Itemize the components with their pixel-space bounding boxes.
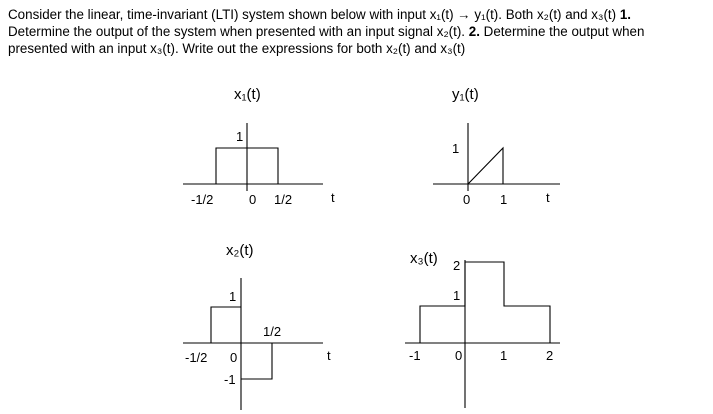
x3-staircase <box>420 262 550 343</box>
plot-x3 <box>405 250 560 408</box>
x3-tick-two: 2 <box>546 348 554 363</box>
x3-tick-neg-one: -1 <box>409 348 421 363</box>
x2-positive-pulse <box>211 307 241 343</box>
y1-amplitude-label: 1 <box>452 141 460 156</box>
x2-negative-pulse <box>241 343 272 379</box>
x3-amplitude-one-label: 1 <box>453 288 461 303</box>
question-number-1: 1. <box>619 7 631 22</box>
y1-axis-label: t <box>546 190 550 205</box>
plot-y1 <box>433 86 560 207</box>
x1-amplitude-label: 1 <box>236 129 244 144</box>
question-number-2: 2. <box>468 24 480 39</box>
problem-line-3: presented with an input x₃(t). Write out the expressions for both x₂(t) and x₃(t) <box>8 41 466 56</box>
x1-title: x₁(t) <box>234 86 261 103</box>
x2-title: x₂(t) <box>226 242 254 259</box>
x2-half-label: 1/2 <box>263 324 282 339</box>
x1-axis-label: t <box>331 190 335 205</box>
x1-tick-zero: 0 <box>249 192 257 207</box>
problem-line-2: Determine the output of the system when presented with an input signal x₂(t). <box>8 24 466 39</box>
x2-tick-zero: 0 <box>230 350 238 365</box>
x1-tick-half: 1/2 <box>274 192 293 207</box>
x1-tick-neg-half: -1/2 <box>191 192 214 207</box>
x3-amplitude-two-label: 2 <box>453 258 461 273</box>
y1-tick-zero: 0 <box>463 192 471 207</box>
x3-title: x₃(t) <box>410 250 438 267</box>
y1-ramp <box>468 148 503 184</box>
problem-line-1: Consider the linear, time-invariant (LTI) system shown below with input x₁(t) → y₁(t). Both x₂(t) and x₃(t) <box>8 7 617 22</box>
y1-title: y₁(t) <box>452 86 479 103</box>
x2-tick-neg-half: -1/2 <box>185 350 208 365</box>
plot-x2 <box>183 242 331 410</box>
x2-axis-label: t <box>327 348 331 363</box>
x3-tick-zero: 0 <box>455 348 463 363</box>
x2-amplitude-neg-label: -1 <box>224 372 236 387</box>
x3-tick-one: 1 <box>500 348 508 363</box>
plot-x1 <box>183 86 335 207</box>
x2-amplitude-pos-label: 1 <box>229 289 237 304</box>
y1-tick-one: 1 <box>500 192 508 207</box>
problem-line-2-end: Determine the output when <box>483 24 645 39</box>
